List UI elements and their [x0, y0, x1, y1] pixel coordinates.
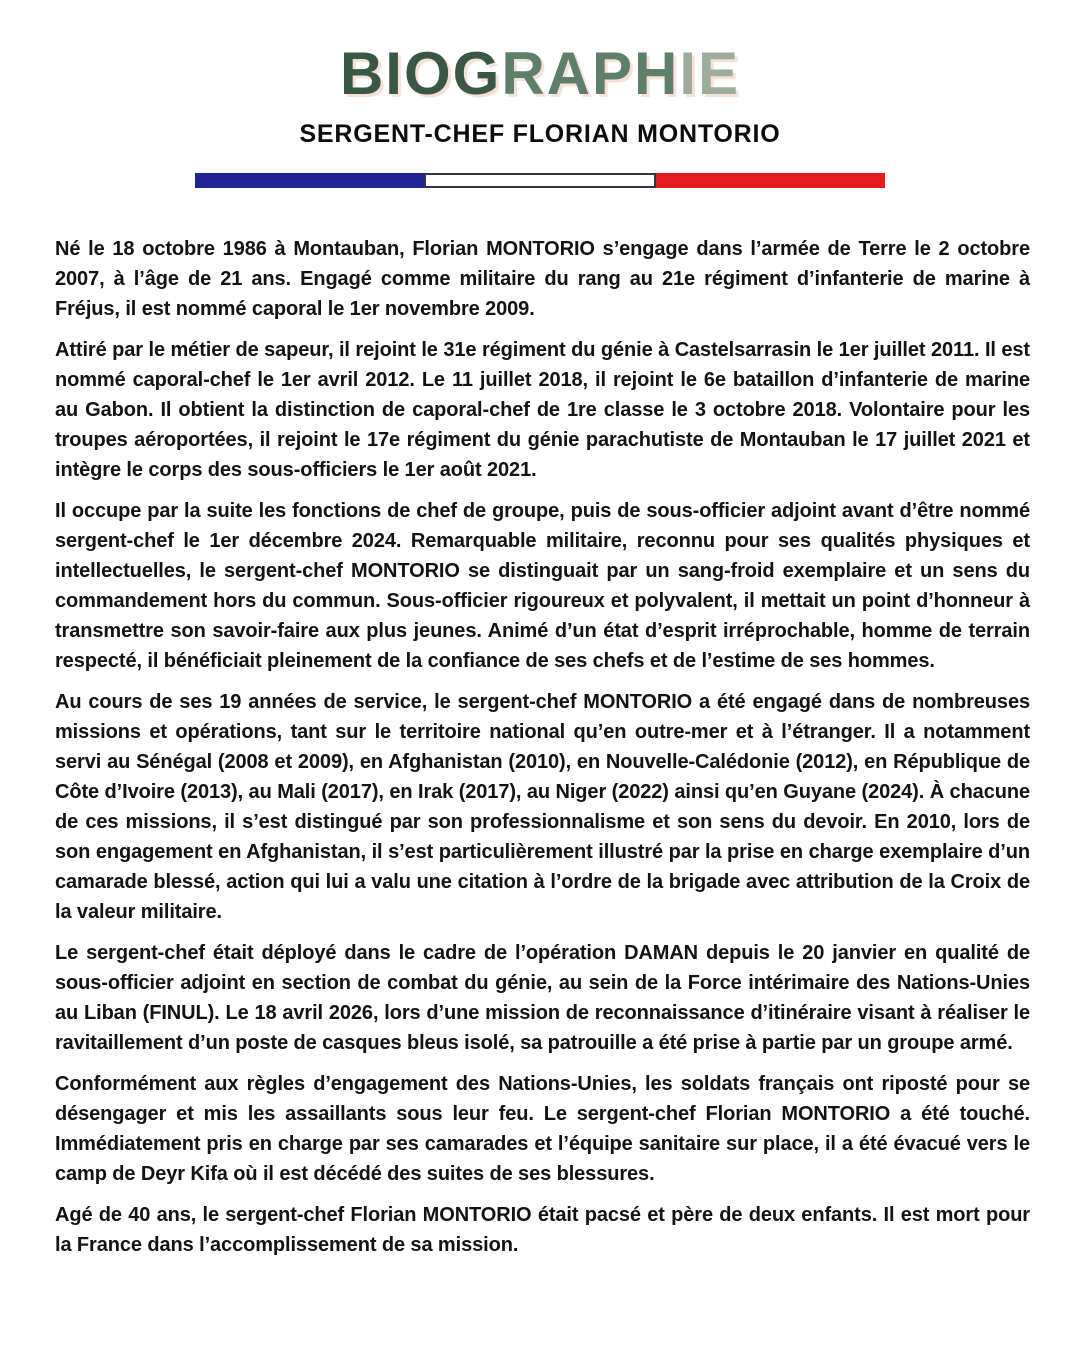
paragraph-daman-deployment: Le sergent-chef était déployé dans le cadre de l’opération DAMAN depuis le 20 janvier en qualité de sous-officier adjoint en section de combat du génie, au sein de la Force intérimaire des Nations-Unies au Liban (FINUL). Le 18 avril 2026, lors d’une mission de reconnaissance d’itinéraire visant à réaliser le ravitaillement d’un poste de casques bleus isolé, sa patrouille a été prise à partie par un groupe armé.: [55, 942, 1030, 1054]
title-part-dark: BIOG: [339, 40, 502, 107]
flag-blue-segment: [195, 173, 424, 188]
subject-name-subtitle: SERGENT-CHEF FLORIAN MONTORIO: [299, 120, 781, 148]
flag-red-segment: [656, 173, 885, 188]
paragraph-fatal-engagement: Conformément aux règles d’engagement des Nations-Unies, les soldats français ont riposté pour se désengager et mis les assaillants sous leur feu. Le sergent-chef Florian MONTORIO a été touché. Immédiatement pris en charge par ses camarades et l’équipe sanitaire sur place, il a été évacué vers le camp de Deyr Kifa où il est décédé des suites de ses blessures.: [55, 1073, 1030, 1185]
paragraph-birth-enlistment: Né le 18 octobre 1986 à Montauban, Florian MONTORIO s’engage dans l’armée de Terre le 2 octobre 2007, à l’âge de 21 ans. Engagé comme militaire du rang au 21e régiment d’infanterie de marine à Fréjus, il est nommé caporal le 1er novembre 2009.: [55, 238, 1030, 320]
biography-body: [0, 188, 1080, 1260]
french-flag-divider: [195, 173, 885, 188]
paragraph-career-progression: Attiré par le métier de sapeur, il rejoint le 31e régiment du génie à Castelsarrasin le 1er juillet 2011. Il est nommé caporal-chef le 1er avril 2012. Le 11 juillet 2018, il rejoint le 6e bataillon d’infanterie de marine au Gabon. Il obtient la distinction de caporal-chef de 1re classe le 3 octobre 2018. Volontaire pour les troupes aéroportées, il rejoint le 17e régiment du génie parachutiste de Montauban le 17 juillet 2021 et intègre le corps des sous-officiers le 1er août 2021.: [55, 339, 1030, 481]
title-part-light: IE: [679, 40, 741, 107]
document-header: [0, 0, 1080, 188]
title-part-medium: RAPH: [501, 40, 680, 107]
paragraph-family-closing: Agé de 40 ans, le sergent-chef Florian MONTORIO était pacsé et père de deux enfants. Il est mort pour la France dans l’accomplissement de sa mission.: [55, 1204, 1030, 1256]
paragraph-leadership-qualities: Il occupe par la suite les fonctions de chef de groupe, puis de sous-officier adjoint avant d’être nommé sergent-chef le 1er décembre 2024. Remarquable militaire, reconnu pour ses qualités physiques et intellectuelles, le sergent-chef MONTORIO se distinguait par un sang-froid exemplaire et un sens du commandement hors du commun. Sous-officier rigoureux et polyvalent, il mettait un point d’honneur à transmettre son savoir-faire aux plus jeunes. Animé d’un état d’esprit irréprochable, homme de terrain respecté, il bénéficiait pleinement de la confiance de ses chefs et de l’estime de ses hommes.: [55, 500, 1030, 672]
flag-white-segment: [424, 173, 657, 188]
page-title: [0, 40, 1080, 107]
paragraph-missions-operations: Au cours de ses 19 années de service, le sergent-chef MONTORIO a été engagé dans de nombreuses missions et opérations, tant sur le territoire national qu’en outre-mer et à l’étranger. Il a notamment servi au Sénégal (2008 et 2009), en Afghanistan (2010), en Nouvelle-Calédonie (2012), en République de Côte d’Ivoire (2013), au Mali (2017), en Irak (2017), au Niger (2022) ainsi qu’en Guyane (2024). À chacune de ces missions, il s’est distingué par son professionnalisme et son sens du devoir. En 2010, lors de son engagement en Afghanistan, il s’est particulièrement illustré par la prise en charge exemplaire d’un camarade blessé, action qui lui a valu une citation à l’ordre de la brigade avec attribution de la Croix de la valeur militaire.: [55, 691, 1030, 923]
